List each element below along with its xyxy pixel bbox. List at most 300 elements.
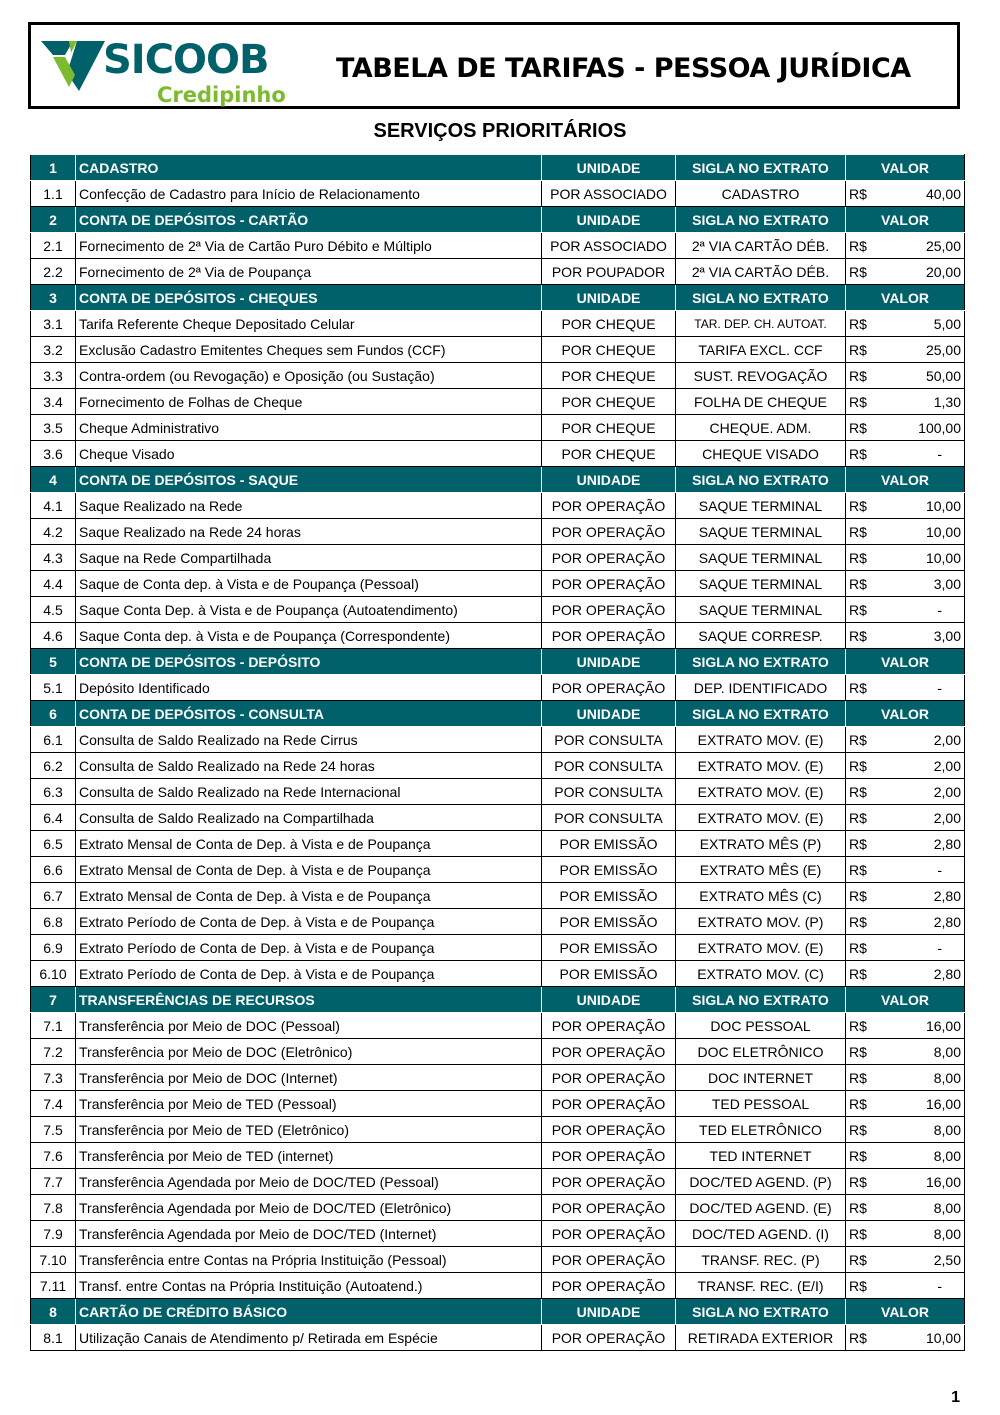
- column-header-sigla: SIGLA NO EXTRATO: [676, 467, 846, 493]
- section-title-cell: CONTA DE DEPÓSITOS - CONSULTA: [76, 701, 542, 727]
- item-value: -: [880, 597, 965, 623]
- item-unit: POR OPERAÇÃO: [542, 1039, 676, 1065]
- column-header-sigla: SIGLA NO EXTRATO: [676, 1299, 846, 1325]
- item-value: 2,50: [880, 1247, 965, 1273]
- document-title: TABELA DE TARIFAS - PESSOA JURÍDICA: [336, 53, 911, 84]
- item-value: 10,00: [880, 519, 965, 545]
- item-description: Consulta de Saldo Realizado na Rede Cirrus: [76, 727, 542, 753]
- item-currency: R$: [846, 1065, 880, 1091]
- item-value: 25,00: [880, 337, 965, 363]
- column-header-valor: VALOR: [846, 285, 965, 311]
- column-header-sigla: SIGLA NO EXTRATO: [676, 649, 846, 675]
- item-description: Cheque Administrativo: [76, 415, 542, 441]
- table-row: [31, 1195, 965, 1221]
- column-header-sigla: SIGLA NO EXTRATO: [676, 701, 846, 727]
- tariff-table-body: [31, 155, 965, 1351]
- item-currency: R$: [846, 519, 880, 545]
- column-header-unit: UNIDADE: [542, 649, 676, 675]
- item-number: 8.1: [31, 1325, 76, 1351]
- item-description: Transferência Agendada por Meio de DOC/TED (Eletrônico): [76, 1195, 542, 1221]
- item-sigla: DOC/TED AGEND. (I): [676, 1221, 846, 1247]
- item-value: -: [880, 675, 965, 701]
- item-sigla: CHEQUE VISADO: [676, 441, 846, 467]
- item-number: 7.2: [31, 1039, 76, 1065]
- item-value: 2,00: [880, 779, 965, 805]
- item-description: Confecção de Cadastro para Início de Relacionamento: [76, 181, 542, 207]
- item-sigla: EXTRATO MOV. (E): [676, 727, 846, 753]
- item-number: 6.8: [31, 909, 76, 935]
- section-number: 3: [31, 285, 76, 311]
- item-description: Extrato Período de Conta de Dep. à Vista e de Poupança: [76, 909, 542, 935]
- item-unit: POR CHEQUE: [542, 337, 676, 363]
- column-header-valor: VALOR: [846, 467, 965, 493]
- table-row: [31, 493, 965, 519]
- item-number: 2.2: [31, 259, 76, 285]
- item-currency: R$: [846, 753, 880, 779]
- item-currency: R$: [846, 805, 880, 831]
- item-sigla: CADASTRO: [676, 181, 846, 207]
- item-description: Extrato Mensal de Conta de Dep. à Vista e de Poupança: [76, 883, 542, 909]
- item-description: Transferência por Meio de DOC (Eletrônico): [76, 1039, 542, 1065]
- item-value: 10,00: [880, 545, 965, 571]
- section-header-row: [31, 467, 965, 493]
- item-sigla: DOC ELETRÔNICO: [676, 1039, 846, 1065]
- column-header-valor: VALOR: [846, 649, 965, 675]
- sicoob-logo-icon: [39, 35, 109, 95]
- item-description: Cheque Visado: [76, 441, 542, 467]
- item-number: 6.7: [31, 883, 76, 909]
- table-row: [31, 259, 965, 285]
- column-header-unit: UNIDADE: [542, 155, 676, 181]
- item-value: 5,00: [880, 311, 965, 337]
- item-currency: R$: [846, 1325, 880, 1351]
- item-description: Contra-ordem (ou Revogação) e Oposição (ou Sustação): [76, 363, 542, 389]
- item-unit: POR CONSULTA: [542, 805, 676, 831]
- item-unit: POR CHEQUE: [542, 415, 676, 441]
- column-header-unit: UNIDADE: [542, 285, 676, 311]
- item-sigla: SAQUE TERMINAL: [676, 597, 846, 623]
- item-unit: POR OPERAÇÃO: [542, 1117, 676, 1143]
- item-description: Exclusão Cadastro Emitentes Cheques sem Fundos (CCF): [76, 337, 542, 363]
- table-row: [31, 1273, 965, 1299]
- column-header-valor: VALOR: [846, 207, 965, 233]
- item-sigla: EXTRATO MÊS (E): [676, 857, 846, 883]
- table-row: [31, 1091, 965, 1117]
- item-currency: R$: [846, 1039, 880, 1065]
- table-row: [31, 337, 965, 363]
- item-description: Saque Conta Dep. à Vista e de Poupança (Autoatendimento): [76, 597, 542, 623]
- item-number: 6.6: [31, 857, 76, 883]
- item-currency: R$: [846, 1091, 880, 1117]
- item-description: Saque Realizado na Rede: [76, 493, 542, 519]
- item-value: 2,80: [880, 883, 965, 909]
- table-row: [31, 779, 965, 805]
- item-value: 40,00: [880, 181, 965, 207]
- item-sigla: EXTRATO MÊS (P): [676, 831, 846, 857]
- column-header-valor: VALOR: [846, 701, 965, 727]
- item-currency: R$: [846, 727, 880, 753]
- logo-subtitle: Credipinho: [157, 83, 286, 107]
- item-sigla: SAQUE TERMINAL: [676, 519, 846, 545]
- section-title-cell: CONTA DE DEPÓSITOS - CARTÃO: [76, 207, 542, 233]
- table-row: [31, 181, 965, 207]
- item-value: 10,00: [880, 1325, 965, 1351]
- item-sigla: EXTRATO MOV. (E): [676, 935, 846, 961]
- item-currency: R$: [846, 675, 880, 701]
- table-row: [31, 675, 965, 701]
- column-header-sigla: SIGLA NO EXTRATO: [676, 285, 846, 311]
- item-number: 7.6: [31, 1143, 76, 1169]
- item-number: 7.9: [31, 1221, 76, 1247]
- table-row: [31, 571, 965, 597]
- item-description: Transferência entre Contas na Própria Instituição (Pessoal): [76, 1247, 542, 1273]
- item-description: Transferência por Meio de TED (Eletrônico): [76, 1117, 542, 1143]
- item-currency: R$: [846, 935, 880, 961]
- item-description: Consulta de Saldo Realizado na Rede 24 horas: [76, 753, 542, 779]
- item-description: Transferência por Meio de DOC (Internet): [76, 1065, 542, 1091]
- item-sigla: DEP. IDENTIFICADO: [676, 675, 846, 701]
- item-value: 2,80: [880, 961, 965, 987]
- item-unit: POR CHEQUE: [542, 363, 676, 389]
- item-currency: R$: [846, 623, 880, 649]
- item-value: 2,80: [880, 831, 965, 857]
- item-unit: POR OPERAÇÃO: [542, 493, 676, 519]
- item-number: 2.1: [31, 233, 76, 259]
- item-description: Saque de Conta dep. à Vista e de Poupança (Pessoal): [76, 571, 542, 597]
- item-unit: POR OPERAÇÃO: [542, 1325, 676, 1351]
- table-row: [31, 519, 965, 545]
- item-value: 2,00: [880, 805, 965, 831]
- item-value: 2,80: [880, 909, 965, 935]
- section-number: 2: [31, 207, 76, 233]
- item-unit: POR OPERAÇÃO: [542, 1091, 676, 1117]
- item-sigla: EXTRATO MOV. (P): [676, 909, 846, 935]
- item-sigla: DOC PESSOAL: [676, 1013, 846, 1039]
- table-row: [31, 389, 965, 415]
- item-currency: R$: [846, 1143, 880, 1169]
- item-currency: R$: [846, 1013, 880, 1039]
- item-value: 1,30: [880, 389, 965, 415]
- item-currency: R$: [846, 1273, 880, 1299]
- item-unit: POR POUPADOR: [542, 259, 676, 285]
- item-description: Fornecimento de 2ª Via de Cartão Puro Débito e Múltiplo: [76, 233, 542, 259]
- item-number: 3.2: [31, 337, 76, 363]
- item-number: 4.5: [31, 597, 76, 623]
- item-unit: POR ASSOCIADO: [542, 233, 676, 259]
- item-unit: POR EMISSÃO: [542, 935, 676, 961]
- item-description: Utilização Canais de Atendimento p/ Retirada em Espécie: [76, 1325, 542, 1351]
- item-number: 6.9: [31, 935, 76, 961]
- item-unit: POR OPERAÇÃO: [542, 675, 676, 701]
- item-number: 7.8: [31, 1195, 76, 1221]
- item-number: 3.4: [31, 389, 76, 415]
- section-title-cell: TRANSFERÊNCIAS DE RECURSOS: [76, 987, 542, 1013]
- column-header-unit: UNIDADE: [542, 987, 676, 1013]
- item-unit: POR OPERAÇÃO: [542, 597, 676, 623]
- item-value: 8,00: [880, 1195, 965, 1221]
- item-sigla: EXTRATO MOV. (C): [676, 961, 846, 987]
- item-value: 8,00: [880, 1117, 965, 1143]
- table-row: [31, 857, 965, 883]
- item-sigla: SAQUE TERMINAL: [676, 571, 846, 597]
- item-number: 7.10: [31, 1247, 76, 1273]
- item-currency: R$: [846, 1221, 880, 1247]
- page-number: 1: [951, 1389, 960, 1406]
- tariff-table: [30, 154, 965, 1351]
- column-header-unit: UNIDADE: [542, 701, 676, 727]
- item-sigla: 2ª VIA CARTÃO DÉB.: [676, 233, 846, 259]
- item-unit: POR EMISSÃO: [542, 883, 676, 909]
- table-row: [31, 597, 965, 623]
- item-value: 100,00: [880, 415, 965, 441]
- item-description: Extrato Período de Conta de Dep. à Vista e de Poupança: [76, 935, 542, 961]
- item-sigla: 2ª VIA CARTÃO DÉB.: [676, 259, 846, 285]
- item-currency: R$: [846, 909, 880, 935]
- section-title-cell: CARTÃO DE CRÉDITO BÁSICO: [76, 1299, 542, 1325]
- item-currency: R$: [846, 389, 880, 415]
- item-number: 4.1: [31, 493, 76, 519]
- table-row: [31, 935, 965, 961]
- item-sigla: FOLHA DE CHEQUE: [676, 389, 846, 415]
- section-number: 1: [31, 155, 76, 181]
- table-row: [31, 1221, 965, 1247]
- section-number: 6: [31, 701, 76, 727]
- item-value: 8,00: [880, 1065, 965, 1091]
- item-sigla: SAQUE TERMINAL: [676, 545, 846, 571]
- item-sigla: DOC/TED AGEND. (E): [676, 1195, 846, 1221]
- table-row: [31, 961, 965, 987]
- section-header-row: [31, 649, 965, 675]
- item-currency: R$: [846, 493, 880, 519]
- item-number: 7.1: [31, 1013, 76, 1039]
- item-sigla: CHEQUE. ADM.: [676, 415, 846, 441]
- item-unit: POR OPERAÇÃO: [542, 1273, 676, 1299]
- item-unit: POR CHEQUE: [542, 311, 676, 337]
- item-number: 6.5: [31, 831, 76, 857]
- item-description: Saque na Rede Compartilhada: [76, 545, 542, 571]
- item-description: Saque Conta dep. à Vista e de Poupança (Correspondente): [76, 623, 542, 649]
- table-row: [31, 233, 965, 259]
- column-header-sigla: SIGLA NO EXTRATO: [676, 155, 846, 181]
- table-row: [31, 1143, 965, 1169]
- item-unit: POR EMISSÃO: [542, 961, 676, 987]
- item-unit: POR OPERAÇÃO: [542, 571, 676, 597]
- table-row: [31, 805, 965, 831]
- item-sigla: TED ELETRÔNICO: [676, 1117, 846, 1143]
- item-description: Extrato Mensal de Conta de Dep. à Vista e de Poupança: [76, 857, 542, 883]
- item-sigla: EXTRATO MOV. (E): [676, 753, 846, 779]
- item-value: -: [880, 935, 965, 961]
- sicoob-logo: [39, 31, 286, 107]
- logo-wordmark: SICOOB: [103, 37, 269, 83]
- item-value: 3,00: [880, 623, 965, 649]
- table-row: [31, 441, 965, 467]
- section-header-row: [31, 155, 965, 181]
- item-currency: R$: [846, 571, 880, 597]
- item-unit: POR OPERAÇÃO: [542, 1169, 676, 1195]
- item-currency: R$: [846, 363, 880, 389]
- item-currency: R$: [846, 1247, 880, 1273]
- item-sigla: EXTRATO MÊS (C): [676, 883, 846, 909]
- table-row: [31, 415, 965, 441]
- item-sigla: EXTRATO MOV. (E): [676, 805, 846, 831]
- item-unit: POR EMISSÃO: [542, 909, 676, 935]
- item-currency: R$: [846, 233, 880, 259]
- item-number: 4.6: [31, 623, 76, 649]
- item-value: 20,00: [880, 259, 965, 285]
- item-sigla: DOC INTERNET: [676, 1065, 846, 1091]
- item-unit: POR OPERAÇÃO: [542, 1221, 676, 1247]
- column-header-unit: UNIDADE: [542, 1299, 676, 1325]
- table-row: [31, 363, 965, 389]
- item-value: 16,00: [880, 1013, 965, 1039]
- item-description: Transferência por Meio de DOC (Pessoal): [76, 1013, 542, 1039]
- item-number: 7.4: [31, 1091, 76, 1117]
- item-value: 16,00: [880, 1091, 965, 1117]
- item-description: Depósito Identificado: [76, 675, 542, 701]
- item-number: 6.10: [31, 961, 76, 987]
- item-currency: R$: [846, 337, 880, 363]
- item-value: 2,00: [880, 727, 965, 753]
- section-number: 4: [31, 467, 76, 493]
- table-row: [31, 1039, 965, 1065]
- item-number: 7.11: [31, 1273, 76, 1299]
- item-description: Fornecimento de Folhas de Cheque: [76, 389, 542, 415]
- item-description: Transf. entre Contas na Própria Instituição (Autoatend.): [76, 1273, 542, 1299]
- table-row: [31, 1325, 965, 1351]
- item-sigla: DOC/TED AGEND. (P): [676, 1169, 846, 1195]
- item-number: 6.2: [31, 753, 76, 779]
- table-row: [31, 1013, 965, 1039]
- item-number: 4.2: [31, 519, 76, 545]
- item-description: Transferência por Meio de TED (internet): [76, 1143, 542, 1169]
- item-unit: POR OPERAÇÃO: [542, 623, 676, 649]
- table-row: [31, 1065, 965, 1091]
- item-unit: POR ASSOCIADO: [542, 181, 676, 207]
- table-row: [31, 727, 965, 753]
- item-sigla: RETIRADA EXTERIOR: [676, 1325, 846, 1351]
- item-value: 50,00: [880, 363, 965, 389]
- table-row: [31, 831, 965, 857]
- section-number: 8: [31, 1299, 76, 1325]
- section-header-row: [31, 701, 965, 727]
- item-sigla: TED INTERNET: [676, 1143, 846, 1169]
- item-number: 3.6: [31, 441, 76, 467]
- column-header-unit: UNIDADE: [542, 467, 676, 493]
- item-number: 7.3: [31, 1065, 76, 1091]
- section-header-row: [31, 987, 965, 1013]
- item-currency: R$: [846, 883, 880, 909]
- table-row: [31, 1169, 965, 1195]
- item-sigla: EXTRATO MOV. (E): [676, 779, 846, 805]
- item-value: -: [880, 857, 965, 883]
- section-header-row: [31, 207, 965, 233]
- item-unit: POR CONSULTA: [542, 779, 676, 805]
- section-title-cell: CONTA DE DEPÓSITOS - DEPÓSITO: [76, 649, 542, 675]
- item-currency: R$: [846, 311, 880, 337]
- item-number: 4.3: [31, 545, 76, 571]
- item-unit: POR CONSULTA: [542, 727, 676, 753]
- item-number: 4.4: [31, 571, 76, 597]
- item-currency: R$: [846, 597, 880, 623]
- item-sigla: TED PESSOAL: [676, 1091, 846, 1117]
- table-row: [31, 311, 965, 337]
- item-currency: R$: [846, 857, 880, 883]
- item-sigla: TRANSF. REC. (P): [676, 1247, 846, 1273]
- item-unit: POR OPERAÇÃO: [542, 545, 676, 571]
- table-row: [31, 883, 965, 909]
- item-unit: POR OPERAÇÃO: [542, 1065, 676, 1091]
- item-value: -: [880, 1273, 965, 1299]
- item-value: 10,00: [880, 493, 965, 519]
- item-currency: R$: [846, 259, 880, 285]
- item-currency: R$: [846, 181, 880, 207]
- section-title-cell: CONTA DE DEPÓSITOS - CHEQUES: [76, 285, 542, 311]
- item-value: 25,00: [880, 233, 965, 259]
- item-number: 1.1: [31, 181, 76, 207]
- item-value: 2,00: [880, 753, 965, 779]
- column-header-valor: VALOR: [846, 1299, 965, 1325]
- item-value: 8,00: [880, 1039, 965, 1065]
- column-header-sigla: SIGLA NO EXTRATO: [676, 207, 846, 233]
- section-header-row: [31, 1299, 965, 1325]
- column-header-valor: VALOR: [846, 155, 965, 181]
- item-description: Saque Realizado na Rede 24 horas: [76, 519, 542, 545]
- item-value: -: [880, 441, 965, 467]
- item-description: Tarifa Referente Cheque Depositado Celular: [76, 311, 542, 337]
- table-row: [31, 1117, 965, 1143]
- item-description: Extrato Mensal de Conta de Dep. à Vista e de Poupança: [76, 831, 542, 857]
- item-currency: R$: [846, 961, 880, 987]
- item-number: 6.1: [31, 727, 76, 753]
- item-number: 5.1: [31, 675, 76, 701]
- item-description: Fornecimento de 2ª Via de Poupança: [76, 259, 542, 285]
- item-unit: POR CHEQUE: [542, 389, 676, 415]
- section-number: 7: [31, 987, 76, 1013]
- item-number: 3.5: [31, 415, 76, 441]
- item-currency: R$: [846, 1169, 880, 1195]
- section-title-cell: CADASTRO: [76, 155, 542, 181]
- item-unit: POR CONSULTA: [542, 753, 676, 779]
- column-header-valor: VALOR: [846, 987, 965, 1013]
- item-description: Consulta de Saldo Realizado na Compartilhada: [76, 805, 542, 831]
- item-currency: R$: [846, 545, 880, 571]
- item-sigla: TRANSF. REC. (E/I): [676, 1273, 846, 1299]
- item-description: Consulta de Saldo Realizado na Rede Internacional: [76, 779, 542, 805]
- item-currency: R$: [846, 1117, 880, 1143]
- item-unit: POR OPERAÇÃO: [542, 1195, 676, 1221]
- item-number: 7.5: [31, 1117, 76, 1143]
- item-value: 16,00: [880, 1169, 965, 1195]
- item-number: 3.3: [31, 363, 76, 389]
- table-row: [31, 545, 965, 571]
- item-sigla: SAQUE TERMINAL: [676, 493, 846, 519]
- item-value: 8,00: [880, 1221, 965, 1247]
- table-row: [31, 623, 965, 649]
- item-value: 8,00: [880, 1143, 965, 1169]
- item-currency: R$: [846, 779, 880, 805]
- section-title: SERVIÇOS PRIORITÁRIOS: [373, 120, 627, 142]
- item-sigla: TARIFA EXCL. CCF: [676, 337, 846, 363]
- item-unit: POR CHEQUE: [542, 441, 676, 467]
- item-currency: R$: [846, 415, 880, 441]
- item-unit: POR OPERAÇÃO: [542, 519, 676, 545]
- table-row: [31, 1247, 965, 1273]
- column-header-unit: UNIDADE: [542, 207, 676, 233]
- item-number: 6.4: [31, 805, 76, 831]
- item-sigla: SUST. REVOGAÇÃO: [676, 363, 846, 389]
- section-number: 5: [31, 649, 76, 675]
